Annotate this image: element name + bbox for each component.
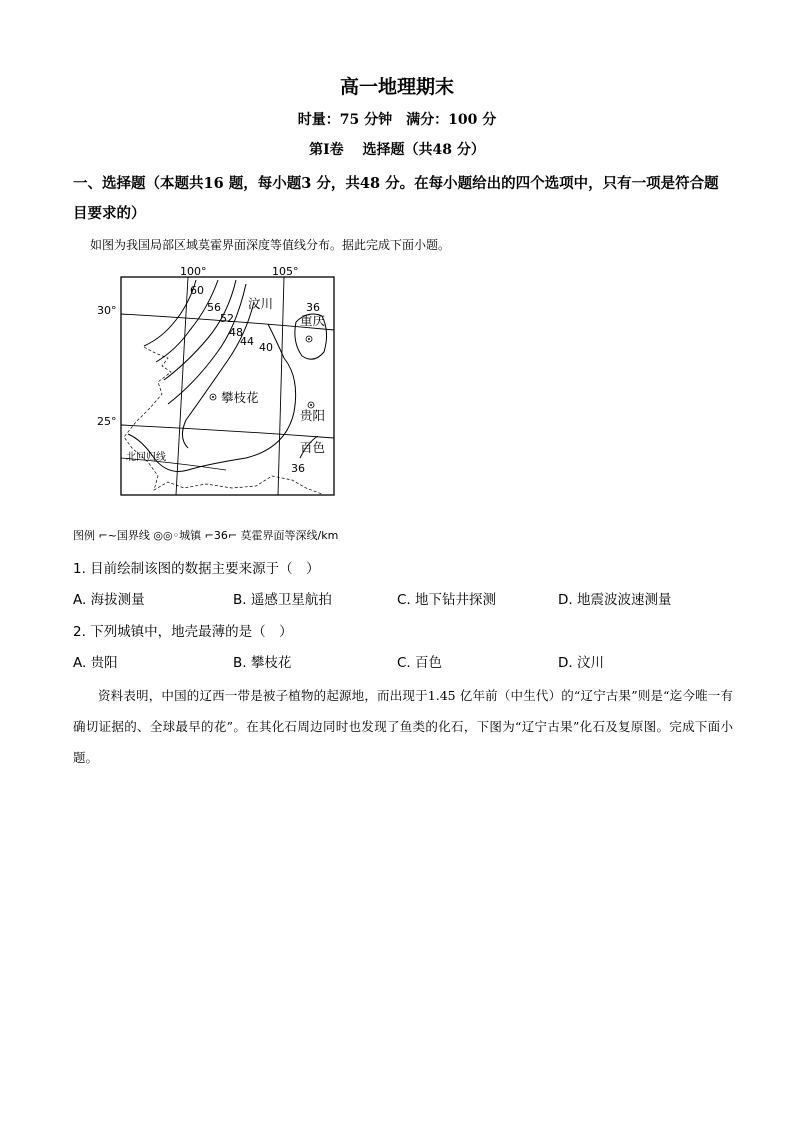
contour-label-44: 44 [240, 335, 254, 348]
question-2-option-b[interactable]: B. 攀枝花 [233, 655, 292, 671]
city-label-chongqing: 重庆 [300, 313, 326, 328]
moho-contour-map [96, 262, 346, 524]
page-title: 高一地理期末 [339, 76, 454, 98]
contour-label-56: 56 [207, 301, 221, 314]
parallel-25 [121, 425, 334, 438]
city-label-guiyang: 贵阳 [300, 408, 326, 423]
question-1-option-c[interactable]: C. 地下钻井探测 [397, 592, 497, 608]
map-intro: 如图为我国局部区域莫霍界面深度等值线分布。据此完成下面小题。 [90, 238, 451, 252]
question-2-option-c[interactable]: C. 百色 [397, 655, 443, 671]
passage-text: 资料表明，中国的辽西一带是被子植物的起源地，而出现于1.45 亿年前（中生代）的“辽宁古果”则是“迄今唯一有确切证据的、全球最早的花”。在其化石周边同时也发现了鱼类的化石，下图为“辽宁古果”化石及复原图。完成下面小题。 [73, 688, 733, 765]
tropic-label: 北回归线 [126, 452, 166, 463]
question-1-option-b[interactable]: B. 遥感卫星航拍 [233, 592, 332, 608]
question-1-stem: 1. 目前绘制该图的数据主要来源于（ ） [73, 561, 320, 577]
exam-meta: 时量：75 分钟 满分：100 分 [297, 112, 497, 128]
city-label-wenchuan: 汶川 [248, 296, 274, 311]
lon-label-100: 100° [180, 265, 207, 278]
question-1-option-a[interactable]: A. 海拔测量 [73, 592, 145, 608]
city-label-panzhihua: 攀枝花 [221, 390, 259, 405]
contour-label-40: 40 [259, 341, 273, 354]
meridian-105 [278, 277, 284, 495]
contour-label-36a: 36 [306, 301, 320, 314]
contour-label-36b: 36 [291, 462, 305, 475]
lon-label-105: 105° [272, 265, 299, 278]
question-1-option-d[interactable]: D. 地震波波速测量 [558, 592, 672, 608]
lat-label-30: 30° [97, 304, 117, 317]
contour-label-52: 52 [220, 312, 234, 325]
question-2-stem: 2. 下列城镇中，地壳最薄的是（ ） [73, 624, 293, 640]
question-2-option-a[interactable]: A. 贵阳 [73, 655, 118, 671]
city-label-baise: 百色 [300, 440, 326, 455]
contour-label-48: 48 [229, 326, 243, 339]
question-2-option-d[interactable]: D. 汶川 [558, 655, 604, 671]
part-heading: 第Ⅰ卷 选择题（共48 分） [309, 142, 485, 158]
contour-60 [144, 280, 196, 346]
lat-label-25: 25° [97, 415, 117, 428]
contour-label-60: 60 [190, 284, 204, 297]
section-heading: 一、选择题（本题共16 题，每小题3 分，共48 分。在每小题给出的四个选项中，只有一项是符合题目要求的） [73, 175, 719, 222]
map-legend: 图例 ⌐~国界线 ◎◎◦城镇 ⌐36⌐ 莫霍界面等深线/km [73, 529, 339, 542]
meridian-100 [176, 277, 188, 495]
